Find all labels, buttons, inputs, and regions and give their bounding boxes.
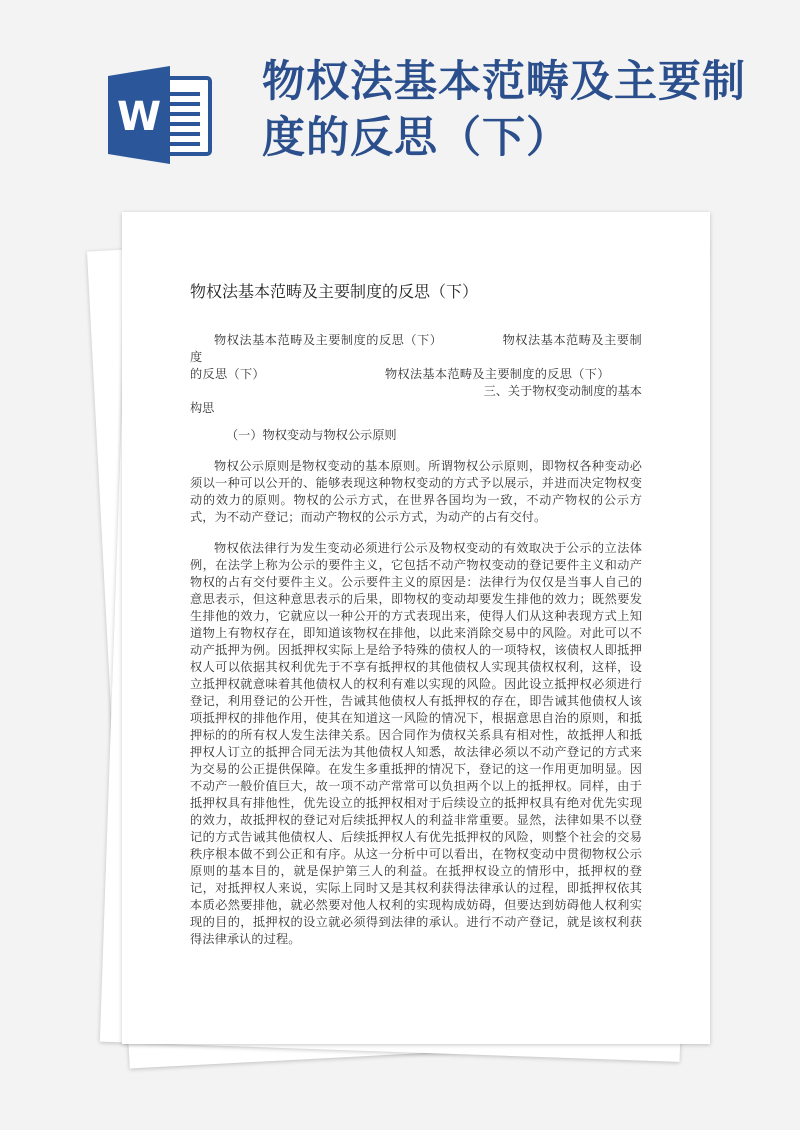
intro-repeat-text <box>190 332 642 366</box>
section-heading-cont: 构思 <box>190 401 215 415</box>
section-heading: 三、关于物权变动制度的基本 <box>483 384 642 398</box>
page-title: 物权法基本范畴及主要制度的反思（下） <box>262 57 746 163</box>
intro-text: 物权法基本范畴及主要制度的反思（下） <box>214 333 443 347</box>
word-icon-letter: W <box>116 94 162 140</box>
document-title: 物权法基本范畴及主要制度的反思（下） <box>190 282 479 301</box>
body-paragraph: 物权公示原则是物权变动的基本原则。所谓物权公示原则，即物权各种变动必须以一种可以公开的、能够表现这种物权变动的方式予以展示，并进而决定物权变动的效力的原则。物权的公示方式，在世界各国均为一致，不动产物权的公示方式，为不动产登记；而动产物权的公示方式，为动产的占有交付。 <box>190 459 642 524</box>
intro-text: 的反思（下） <box>190 367 265 381</box>
subheading: （一）物权变动与物权公示原则 <box>226 428 397 442</box>
body-paragraph: 物权依法律行为发生变动必须进行公示及物权变动的有效取决于公示的立法体例，在法学上称为公示的要件主义，它包括不动产物权变动的登记要件主义和动产物权的占有交付要件主义。公示要件主义的原因是：法律行为仅仅是当事人自己的意思表示，但这种意思表示的后果，即物权的变动却要发生排他的效力；既然要发生排他的效力，它就应以一种公开的方式表现出来，使得人们从这种表现方式上知道物上有物权存在，即知道该物权在排他，以此来消除交易中的风险。对此可以不动产抵押为例。因抵押权实际上是给予特殊的债权人的一项特权，该债权人即抵押权人可以依据其权利优先于不享有抵押权的其他债权人实现其债权权利，这样，设立抵押权就意味着其他债权人的权利有难以实现的风险。因此设立抵押权必须进行登记，利用登记的公开性，告诫其他债权人有抵押权的存在，即告诫其他债权人该项抵押权的排他作用，使其在知道这一风险的情况下，根据意思自治的原则，和抵押标的的所有权人发生法律关系。因合同作为债权关系具有相对性，故抵押人和抵押权人订立的抵押合同无法为其他债权人知悉，故法律必须以不动产登记的方式来为交易的公正提供保障。在发生多重抵押的情况下，登记的这一作用更加明显。因不动产一般价值巨大，故一项不动产常常可以负担两个以上的抵押权。同样，由于抵押权具有排他性，优先设立的抵押权相对于后续设立的抵押权具有绝对优先实现的效力，故抵押权的登记对后续抵押权人的利益非常重要。显然，法律如果不以登记的方式告诫其他债权人、后续抵押权人有优先抵押权的风险，则整个社会的交易秩序根本做不到公正和有序。从这一分析中可以看出，在物权变动中贯彻物权公示原则的基本目的，就是保护第三人的利益。在抵押权设立的情形中，抵押权的登记，对抵押权人来说，实际上同时又是其权利获得法律承认的过程，即抵押权依其本质必然要排他，就必然要对他人权利的实现构成妨碍，但要达到妨碍他人权利实现的目的，抵押权的设立就必须得到法律的承认。进行不动产登记，就是该权利获得法律承认的过程。 <box>190 541 642 946</box>
intro-text: 物权法基本范畴及主要制度 <box>190 333 642 364</box>
document-body <box>190 280 642 962</box>
word-doc-icon <box>108 66 214 164</box>
intro-repeat-text <box>190 366 642 383</box>
header-banner <box>0 0 800 200</box>
intro-text: 物权法基本范畴及主要制度的反思（下） <box>384 367 610 381</box>
